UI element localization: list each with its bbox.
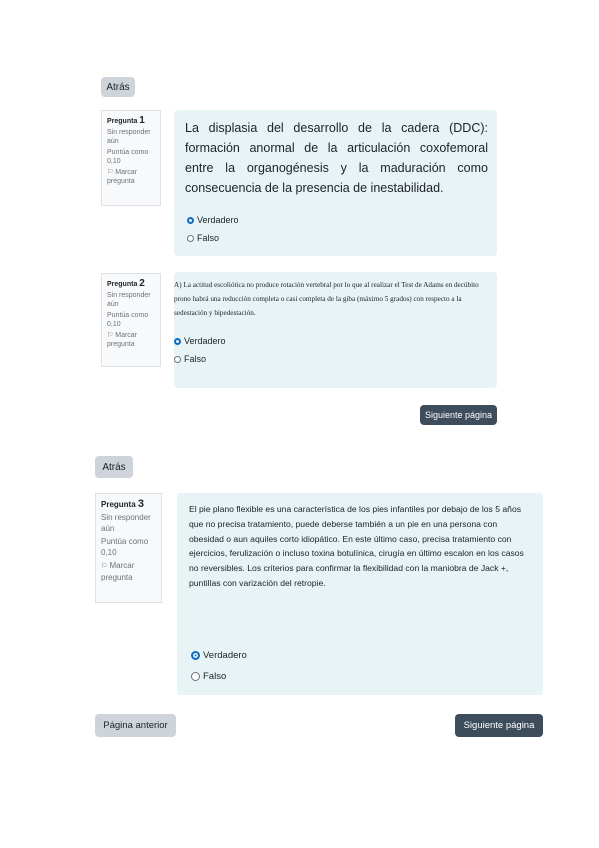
option-label: Verdadero <box>203 650 247 661</box>
question-status: Sin responder aún <box>107 292 151 308</box>
question-points: Puntúa como 0,10 <box>107 312 149 328</box>
flag-icon: ⚐ <box>107 169 114 176</box>
back-button[interactable]: Atrás <box>95 456 133 478</box>
question-info-1 <box>101 110 161 206</box>
option-true[interactable] <box>191 650 247 661</box>
question-points: Puntúa como 0,10 <box>107 149 149 165</box>
flag-question[interactable] <box>101 560 156 583</box>
flag-icon: ⚐ <box>107 332 114 339</box>
previous-page-button[interactable]: Página anterior <box>95 714 176 737</box>
radio-icon <box>174 356 181 363</box>
radio-checked-icon <box>187 217 194 224</box>
question-content-3 <box>177 493 543 695</box>
radio-checked-icon <box>191 651 200 660</box>
question-info-2 <box>101 273 161 367</box>
question-text: A) La actitud escoliótica no produce rotación vertebral por lo que al realizar el Test de Adams en decúbito prono habrá una reducción completa o casi completa de la giba (máximo 5 grados) con respecto a la sedestación y bipedestación. <box>174 281 479 317</box>
flag-label: Marcar pregunta <box>107 169 138 185</box>
option-label: Falso <box>197 233 220 243</box>
question-prefix: Pregunta <box>107 118 138 125</box>
back-button[interactable]: Atrás <box>101 77 135 97</box>
flag-question[interactable] <box>107 168 155 186</box>
question-info-3 <box>95 493 162 603</box>
next-page-button[interactable]: Siguiente página <box>420 405 497 425</box>
question-content-1 <box>174 110 497 256</box>
option-true[interactable] <box>174 336 226 346</box>
option-label: Verdadero <box>184 336 226 346</box>
question-number <box>107 116 155 126</box>
option-label: Falso <box>203 671 227 682</box>
question-prefix: Pregunta <box>101 500 136 509</box>
question-points: Puntúa como 0,10 <box>101 537 149 557</box>
question-text: La displasia del desarrollo de la cadera (DDC): formación anormal de la articulación coxofemoral entre la organogénesis y la maduración como consecuencia de la presencia de inestabilidad. <box>185 121 488 195</box>
question-number <box>107 279 155 289</box>
question-status: Sin responder aún <box>101 513 151 533</box>
flag-question[interactable] <box>107 331 155 349</box>
question-number-value: 3 <box>137 498 145 510</box>
radio-icon <box>191 672 200 681</box>
option-false[interactable] <box>187 233 219 243</box>
radio-checked-icon <box>174 338 181 345</box>
option-false[interactable] <box>191 671 226 682</box>
flag-label: Marcar pregunta <box>101 561 135 582</box>
option-label: Falso <box>184 354 207 364</box>
question-number-value: 1 <box>139 115 145 126</box>
question-content-2 <box>174 272 497 388</box>
radio-icon <box>187 235 194 242</box>
option-label: Verdadero <box>197 215 239 225</box>
question-number <box>101 499 156 510</box>
flag-icon: ⚐ <box>101 563 108 570</box>
question-prefix: Pregunta <box>107 281 138 288</box>
question-number-value: 2 <box>139 278 145 289</box>
option-true[interactable] <box>187 215 239 225</box>
question-status: Sin responder aún <box>107 129 151 145</box>
next-page-button[interactable]: Siguiente página <box>455 714 543 737</box>
option-false[interactable] <box>174 354 206 364</box>
flag-label: Marcar pregunta <box>107 332 138 348</box>
question-text: El pie plano flexible es una característica de los pies infantiles por debajo de los 5 años que no precisa tratamiento, puede deberse también a un pie en una persona con obesidad o aun aquiles corto idiopático. En este último caso, precisa tratamiento con ejercicios, ferulización o incluso toxina botulínica, cirugía en último escalon en los casos no reversibles. Los criterios para confirmar la flexibilidad con la maniobra de Jack +, puntillas con varización del retropie. <box>189 504 524 588</box>
